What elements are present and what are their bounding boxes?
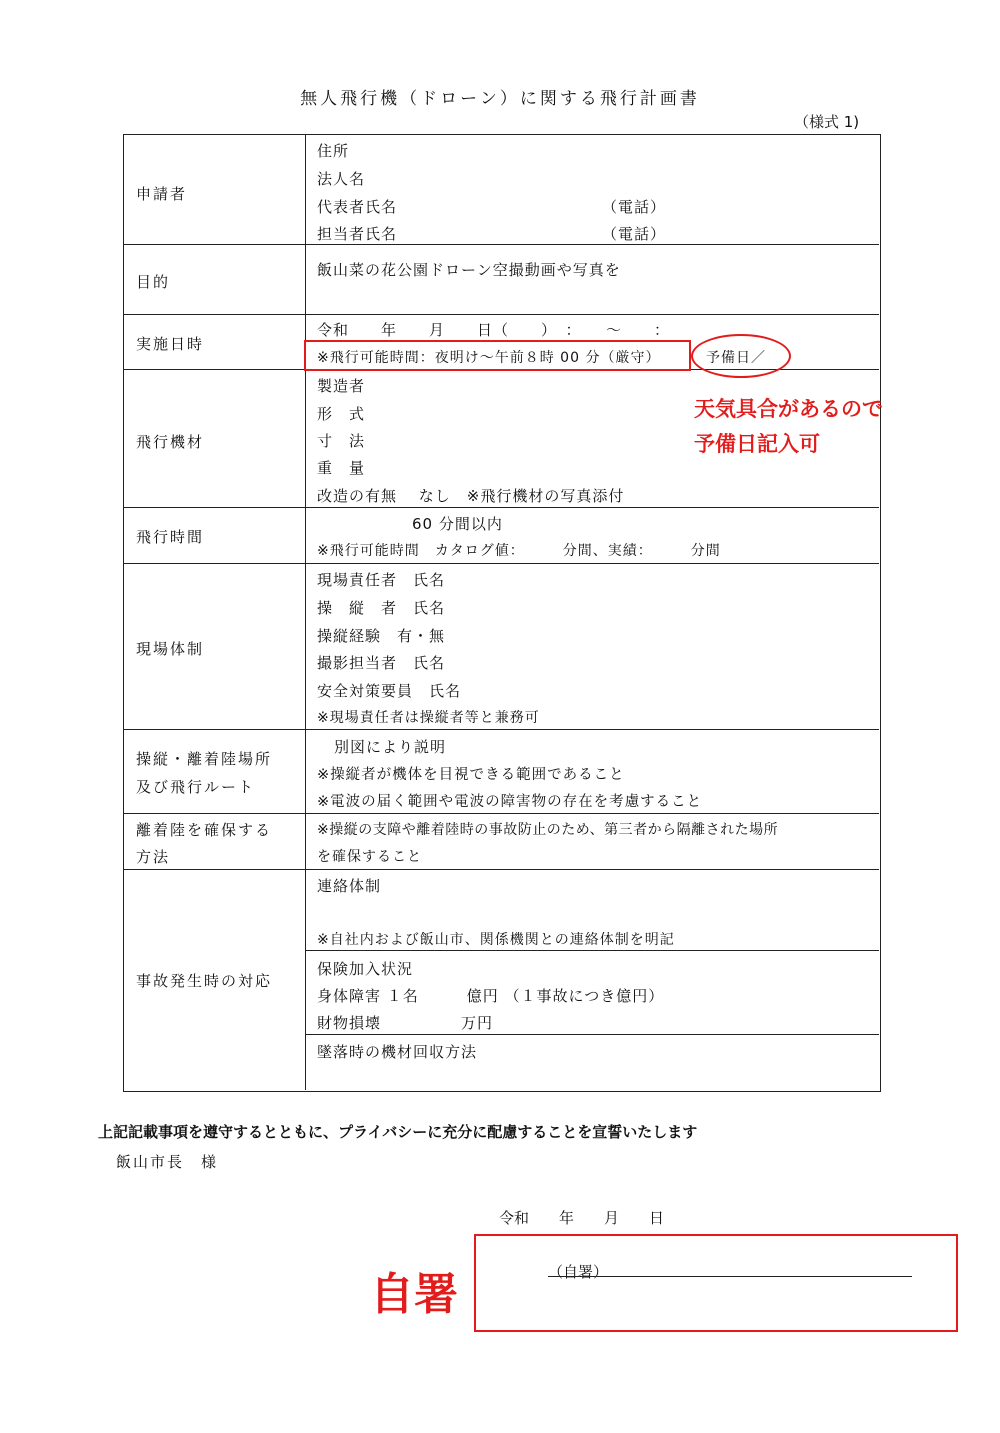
datetime-flight-window: ※飛行可能時間：夜明け～午前８時 00 分（厳守） <box>317 350 661 366</box>
self-signature-note: 自署 <box>370 1269 458 1320</box>
site-line: 操 縦 者 氏名 <box>317 599 446 617</box>
equipment-maker: 製造者 <box>317 377 366 395</box>
equipment-weight: 重 量 <box>317 459 366 477</box>
flight-time-value: 60 分間以内 <box>412 515 503 533</box>
route-line: ※操縦者が機体を目視できる範囲であること <box>317 767 625 783</box>
row-separator <box>124 813 879 814</box>
route-label: 操縦・離着陸場所 <box>136 750 273 768</box>
equipment-modification: 改造の有無 なし ※飛行機材の写真添付 <box>317 487 625 505</box>
purpose-label: 目的 <box>136 273 171 291</box>
route-line: ※電波の届く範囲や電波の障害物の存在を考慮すること <box>317 794 703 810</box>
sub-row-separator <box>305 950 879 951</box>
site-label: 現場体制 <box>136 640 205 658</box>
datetime-reserve-day: 予備日／ <box>706 350 766 366</box>
equipment-size: 寸 法 <box>317 432 366 450</box>
weather-note: 天気具合があるので <box>694 396 883 421</box>
flight-window-highlight <box>304 340 691 371</box>
accident-insurance-title: 保険加入状況 <box>317 960 414 978</box>
row-separator <box>124 244 879 245</box>
site-line: 操縦経験 有・無 <box>317 627 446 645</box>
flight-time-note: ※飛行可能時間 カタログ値： 分間、実績： 分間 <box>317 543 721 559</box>
applicant-address: 住所 <box>317 142 350 160</box>
applicant-contact-name: 担当者氏名 <box>317 225 398 243</box>
accident-recovery: 墜落時の機材回収方法 <box>317 1043 478 1061</box>
datetime-label: 実施日時 <box>136 335 205 353</box>
route-line: 別図により説明 <box>334 738 447 756</box>
signature-box[interactable] <box>474 1234 958 1332</box>
reserve-day-circle <box>691 334 791 378</box>
flight-time-label: 飛行時間 <box>136 528 205 546</box>
applicant-rep-phone: （電話） <box>602 198 667 216</box>
flight-plan-table <box>123 134 881 1092</box>
form-number: （様式 1) <box>794 113 860 131</box>
accident-contact-note: ※自社内および飯山市、関係機関との連絡体制を明記 <box>317 932 675 948</box>
purpose-value: 飯山菜の花公園ドローン空撮動画や写真を <box>317 261 621 279</box>
signature-date: 令和 年 月 日 <box>499 1209 665 1227</box>
applicant-label: 申請者 <box>136 185 188 203</box>
landing-line-2: を確保すること <box>317 849 422 865</box>
row-separator <box>124 729 879 730</box>
row-separator <box>124 869 879 870</box>
applicant-corp-name: 法人名 <box>317 170 366 188</box>
accident-label: 事故発生時の対応 <box>136 972 273 990</box>
landing-line: ※操縦の支障や離着陸時の事故防止のため、第三者から隔離された場所 <box>317 822 779 838</box>
landing-label-2: 方法 <box>136 848 171 866</box>
sub-row-separator <box>305 1034 879 1035</box>
signature-line <box>548 1276 912 1277</box>
route-label-2: 及び飛行ルート <box>136 778 256 796</box>
row-separator <box>124 507 879 508</box>
equipment-label: 飛行機材 <box>136 433 205 451</box>
applicant-contact-phone: （電話） <box>602 225 667 243</box>
accident-insurance-property: 財物損壊 万円 <box>317 1014 494 1032</box>
weather-note-2: 予備日記入可 <box>694 431 820 456</box>
addressee: 飯山市長 様 <box>116 1153 219 1171</box>
accident-contact-title: 連絡体制 <box>317 877 382 895</box>
site-line: 安全対策要員 氏名 <box>317 682 462 700</box>
accident-insurance-body: 身体障害 １名 億円 （１事故につき億円） <box>317 987 665 1005</box>
column-divider <box>305 135 306 1090</box>
oath-statement: 上記記載事項を遵守するとともに、プライバシーに充分に配慮することを宣誓いたします <box>98 1123 698 1141</box>
document-title: 無人飛行機（ドローン）に関する飛行計画書 <box>300 89 700 109</box>
row-separator <box>124 563 879 564</box>
landing-label: 離着陸を確保する <box>136 821 273 839</box>
site-line: 現場責任者 氏名 <box>317 571 446 589</box>
row-separator <box>124 314 879 315</box>
applicant-rep-name: 代表者氏名 <box>317 198 398 216</box>
signature-label: （自署） <box>548 1263 609 1281</box>
datetime-date-line: 令和 年 月 日（ ） ： ～ ： <box>317 321 671 339</box>
site-line: 撮影担当者 氏名 <box>317 654 446 672</box>
site-line: ※現場責任者は操縦者等と兼務可 <box>317 710 540 726</box>
equipment-model: 形 式 <box>317 405 366 423</box>
